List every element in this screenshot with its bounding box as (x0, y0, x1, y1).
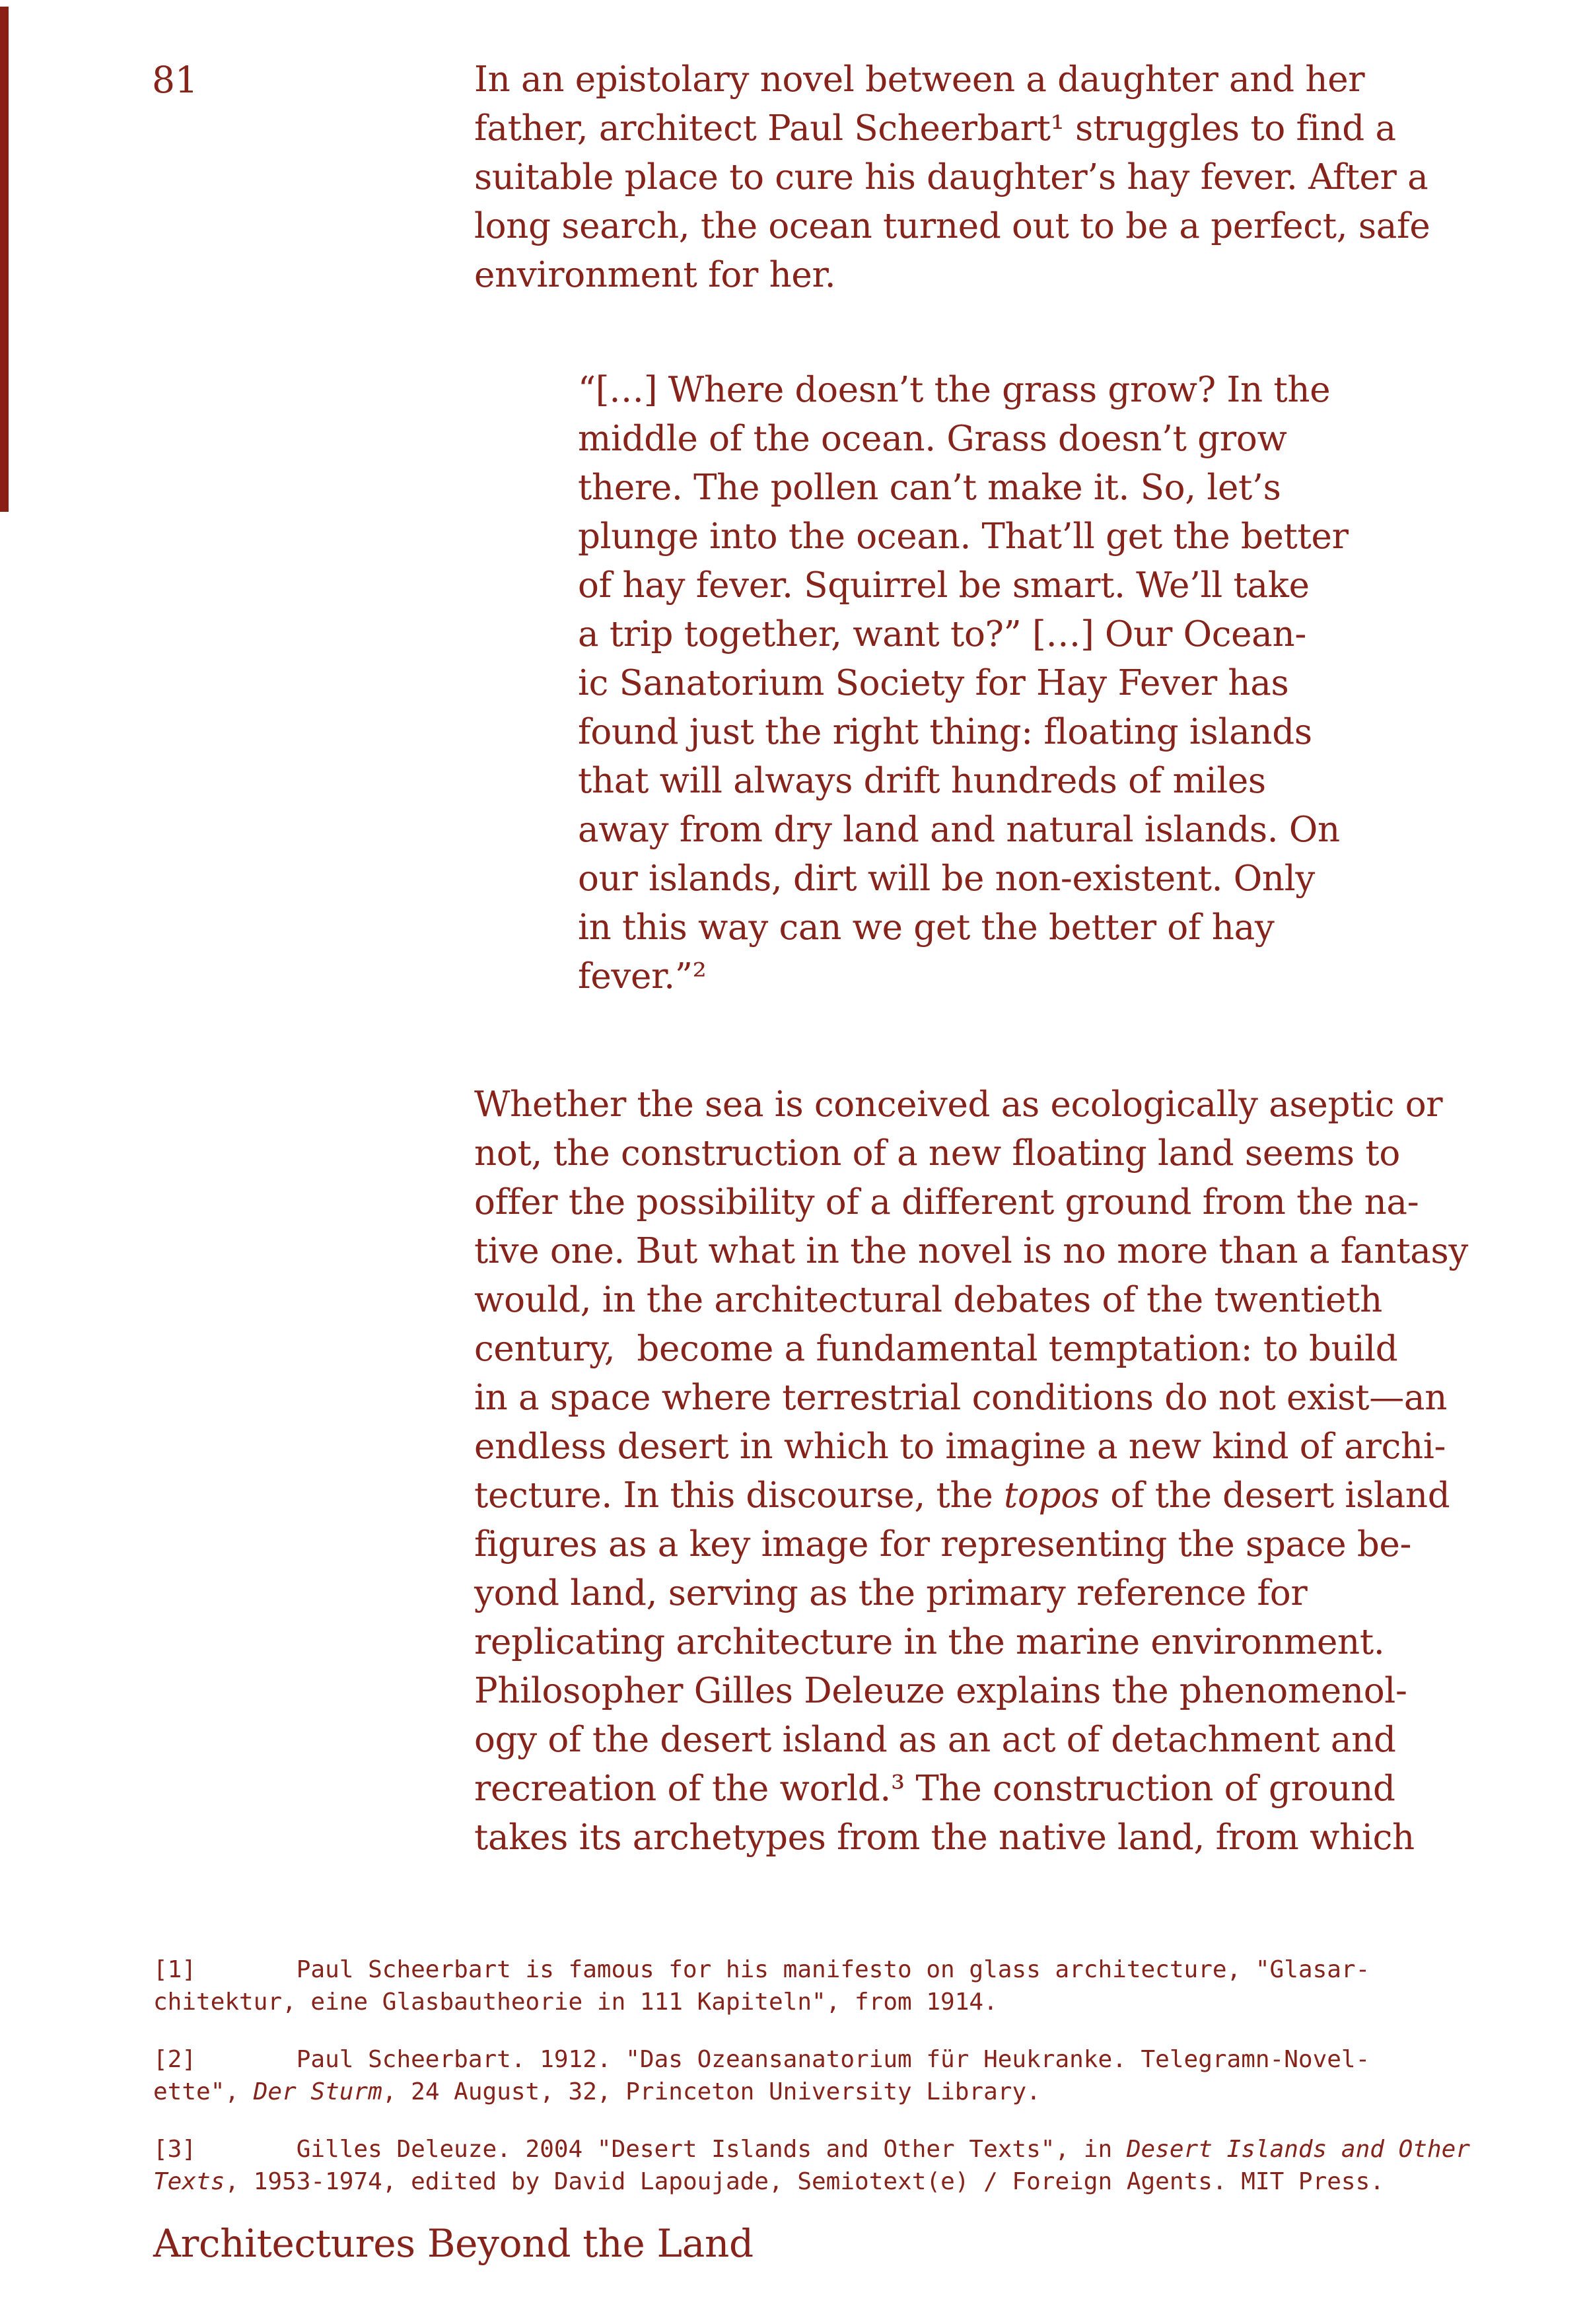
opening-paragraph (474, 55, 1544, 300)
text-line (474, 1178, 1544, 1227)
text-line (474, 55, 1544, 104)
text-line (578, 561, 1544, 610)
text-line (474, 1667, 1544, 1716)
text-run: In an epistolary novel between a daughter and her (474, 59, 1365, 100)
text-line (474, 1276, 1544, 1325)
text-run: yond land, serving as the primary reference for (474, 1573, 1308, 1613)
text-run: found just the right thing: floating islands (578, 712, 1312, 752)
text-line (474, 1129, 1544, 1178)
text-line (578, 806, 1544, 855)
text-line (578, 952, 1544, 1001)
text-line (474, 1374, 1544, 1423)
italic-text-run: Desert Islands and Other (1126, 2136, 1470, 2163)
text-run: [2] Paul Scheerbart. 1912. "Das Ozeansanatorium für Heukranke. Telegramn-Novel- (153, 2046, 1370, 2073)
footnote-2 (153, 2043, 1540, 2108)
text-run: tecture. In this discourse, the (474, 1475, 1004, 1516)
text-line (578, 366, 1544, 415)
text-line (474, 1813, 1544, 1862)
text-line (578, 464, 1544, 512)
text-line (578, 757, 1544, 806)
text-run: endless desert in which to imagine a new kind of archi- (474, 1426, 1446, 1467)
text-line (474, 251, 1544, 300)
text-line (474, 104, 1544, 153)
text-line (578, 512, 1544, 561)
text-line (474, 1423, 1544, 1471)
text-line (474, 1080, 1544, 1129)
text-line (578, 610, 1544, 659)
text-run: Philosopher Gilles Deleuze explains the phenomenol- (474, 1671, 1407, 1711)
page-number: 81 (152, 59, 198, 101)
text-run: century, become a fundamental temptation: to build (474, 1329, 1398, 1369)
text-line (474, 1765, 1544, 1813)
text-run: environment for her. (474, 255, 836, 295)
text-run: [1] Paul Scheerbart is famous for his manifesto on glass architecture, "Glasar- (153, 1956, 1370, 1983)
text-line (474, 1716, 1544, 1765)
text-line (474, 1569, 1544, 1618)
text-run: [3] Gilles Deleuze. 2004 "Desert Islands and Other Texts", in (153, 2136, 1127, 2163)
text-run: of the desert island (1099, 1475, 1450, 1516)
text-line (153, 2133, 1540, 2166)
text-run: away from dry land and natural islands. On (578, 810, 1340, 850)
italic-text-run: Der Sturm (253, 2078, 382, 2105)
text-line (153, 1986, 1540, 2018)
text-run: middle of the ocean. Grass doesn’t grow (578, 419, 1287, 459)
accent-bar (0, 7, 9, 512)
text-run: father, architect Paul Scheerbart¹ struggles to find a (474, 108, 1396, 149)
text-run: recreation of the world.³ The construction of ground (474, 1769, 1395, 1809)
text-run: replicating architecture in the marine environment. (474, 1622, 1385, 1662)
text-line (153, 2043, 1540, 2076)
text-run: suitable place to cure his daughter’s hay fever. After a (474, 157, 1428, 197)
text-line (578, 903, 1544, 952)
text-run: “[…] Where doesn’t the grass grow? In the (578, 370, 1331, 410)
text-line (474, 1471, 1544, 1520)
text-run: not, the construction of a new floating land seems to (474, 1133, 1400, 1174)
text-run: , 1953-1974, edited by David Lapoujade, Semiotext(e) / Foreign Agents. MIT Press. (225, 2168, 1384, 2195)
block-quote (578, 366, 1544, 1001)
text-run: long search, the ocean turned out to be a perfect, safe (474, 206, 1430, 246)
text-line (474, 1618, 1544, 1667)
footnote-1 (153, 1954, 1540, 2018)
text-run: fever.”² (578, 956, 707, 997)
text-line (578, 708, 1544, 757)
italic-text-run: topos (1003, 1475, 1100, 1516)
text-run: of hay fever. Squirrel be smart. We’ll take (578, 565, 1310, 606)
text-run: ogy of the desert island as an act of detachment and (474, 1720, 1396, 1760)
text-run: a trip together, want to?” […] Our Ocean- (578, 614, 1306, 654)
text-run: tive one. But what in the novel is no more than a fantasy (474, 1231, 1469, 1271)
text-run: chitektur, eine Glasbautheorie in 111 Kapiteln", from 1914. (153, 1989, 998, 2016)
italic-text-run: Texts (153, 2168, 225, 2195)
footnotes-section (153, 1954, 1540, 2223)
footer-title: Architectures Beyond the Land (153, 2221, 754, 2266)
text-run: in this way can we get the better of hay (578, 907, 1275, 948)
text-run: ette", (153, 2078, 254, 2105)
text-run: there. The pollen can’t make it. So, let’s (578, 468, 1281, 508)
main-text-column (474, 55, 1544, 1862)
text-line (153, 1954, 1540, 1986)
text-line (474, 153, 1544, 202)
text-run: that will always drift hundreds of miles (578, 761, 1266, 801)
text-line (474, 1227, 1544, 1276)
text-line (474, 1520, 1544, 1569)
footnote-3 (153, 2133, 1540, 2198)
body-paragraph (474, 1080, 1544, 1862)
text-run: offer the possibility of a different ground from the na- (474, 1182, 1419, 1222)
text-line (474, 202, 1544, 251)
text-run: plunge into the ocean. That’ll get the better (578, 516, 1349, 557)
text-line (153, 2076, 1540, 2108)
text-run: would, in the architectural debates of the twentieth (474, 1280, 1382, 1320)
text-run: figures as a key image for representing the space be- (474, 1524, 1412, 1565)
text-run: in a space where terrestrial conditions do not exist—an (474, 1378, 1448, 1418)
text-line (578, 659, 1544, 708)
text-line (153, 2166, 1540, 2198)
text-run: takes its archetypes from the native land, from which (474, 1817, 1415, 1858)
text-line (474, 1325, 1544, 1374)
text-run: ic Sanatorium Society for Hay Fever has (578, 663, 1289, 703)
text-line (578, 415, 1544, 464)
text-line (578, 855, 1544, 903)
text-run: Whether the sea is conceived as ecologically aseptic or (474, 1084, 1443, 1125)
text-run: our islands, dirt will be non-existent. Only (578, 859, 1316, 899)
text-run: , 24 August, 32, Princeton University Library. (382, 2078, 1041, 2105)
